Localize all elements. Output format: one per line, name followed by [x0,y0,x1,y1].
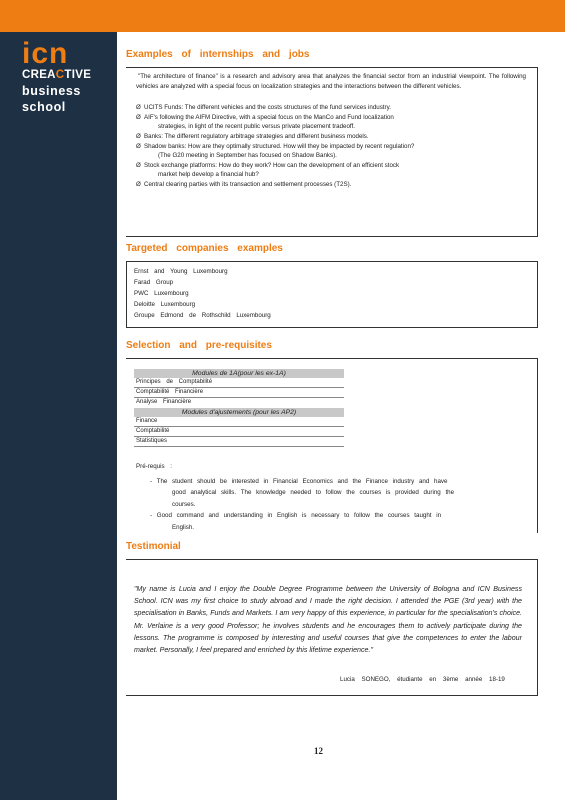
page-number: 12 [314,746,323,756]
examples-bullet-item: Ø Stock exchange platforms: How do they work? How can the development of an efficient stock [136,161,400,169]
company-item: Deloitte Luxembourg [134,301,196,308]
testimonial-quote: "My name is Lucia and I enjoy the Double Degree Programme between the University of Bologna and ICN Business School. ICN was my first choice to study abroad and I made the right decision. I attended the PGE (3rd year) with the specialisation in Banks, Funds and Markets. I am very happy of this experience, in particular for the specialisation's choice. Mr. Verlaine is a very good Professor; he involves students and he encourages them to actively participate during the lessons. The programme is composed by interesting and useful courses that give the competences to enter the labour market. Personally, I feel prepared and enriched by this lifetime experience." [134,585,522,655]
selection-heading: Selection and pre-requisites [126,340,272,351]
targeted-heading: Targeted companies examples [126,243,283,254]
examples-bullet-item: Ø AIF's following the AIFM Directive, with a special focus on the ManCo and Fund localization [136,113,394,121]
examples-bullet-continuation: strategies, in light of the recent public versus private placement tradeoff. [158,123,355,131]
module-row: Statistiques [134,437,344,447]
module-row: Analyse Financière [136,399,192,405]
examples-bullet-item: Ø Shadow banks: How are they optimally structured. How will they be impacted by recent regulation? [136,142,415,150]
logo-icn: icn [22,37,69,70]
module-row: Principes de Comptabilité [134,378,344,388]
examples-bullet-list [136,103,526,189]
examples-bullet-item: Ø Central clearing parties with its transaction and settlement processes (T2S). [136,180,352,188]
examples-box [126,67,538,237]
company-item: PWC Luxembourg [134,290,189,297]
examples-heading: Examples of internships and jobs [126,49,310,60]
top-orange-bar [0,0,565,32]
prereq-item-continuation: good analytical skills. The knowledge needed to follow the courses is provided during the [172,489,455,497]
companies-box [126,261,538,328]
module-row: Comptabilité [134,427,344,437]
modules-table [134,369,344,447]
prereq-item: - Good command and understanding in English is necessary to follow the courses taught in [150,512,442,520]
module-row: Comptabilité Financière [134,388,344,398]
company-item: Farad Group [134,279,174,286]
prereq-item: - The student should be interested in Financial Economics and the Finance industry and have [150,477,448,485]
prereq-item-continuation: courses. [172,500,196,508]
school-logo [22,37,112,115]
company-item: Groupe Edmond de Rothschild Luxembourg [134,312,271,319]
module-row: Finance [134,417,344,427]
company-item: Ernst and Young Luxembourg [134,268,228,275]
testimonial-heading: Testimonial [126,541,181,552]
company-list [134,266,271,321]
logo-school: school [22,100,66,114]
modules-header-ap2: Modules d'ajustements (pour les AP2) [134,408,344,417]
sidebar-navy-band [0,32,117,800]
examples-bullet-item: Ø UCITS Funds: The different vehicles and the costs structures of the fund services industry. [136,104,391,112]
modules-header-1a: Modules de 1A(pour les ex-1A) [134,369,344,378]
examples-bullet-continuation: (The G20 meeting in September has focused on Shadow Banks). [158,152,337,160]
logo-creactive: CREACTIVE [22,69,92,81]
examples-intro: "The architecture of finance" is a research and advisory area that analyzes the financial sector from an industrial viewpoint. The following vehicles are analyzed with a special focus on localization strategies and the interactions between the different vehicles. [136,73,526,90]
logo-business: business [22,84,81,98]
prereq-item-continuation: English. [172,523,195,531]
examples-bullet-continuation: market help develop a financial hub? [158,171,259,179]
examples-bullet-item: Ø Banks: The different regulatory arbitrage strategies and different business models. [136,132,369,140]
testimonial-signature: Lucia SONEGO, étudiante en 3ème année 18-19 [340,676,505,683]
prereq-list [136,476,526,534]
prereq-label: Pré-requis : [136,463,172,470]
